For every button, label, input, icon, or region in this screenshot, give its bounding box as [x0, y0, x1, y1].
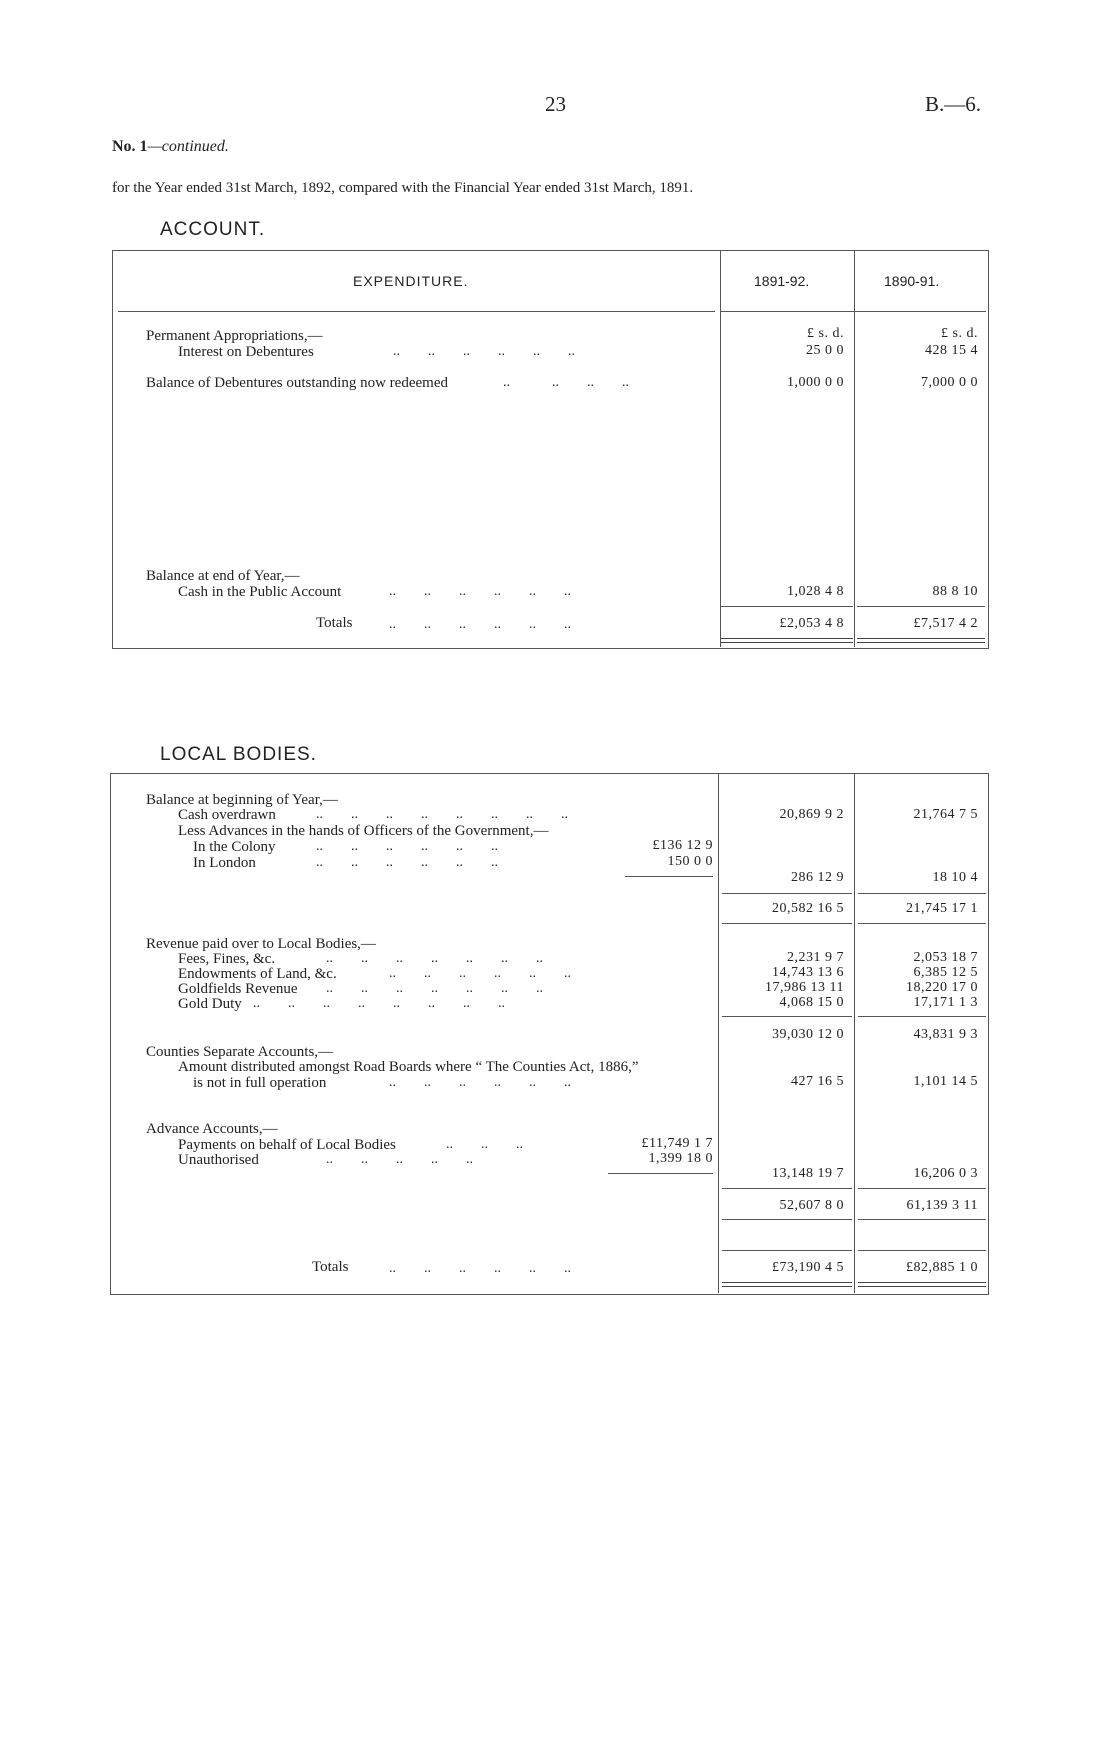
section-heading [112, 138, 229, 156]
permanent-appropriations-heading: Permanent Appropriations,— [146, 328, 323, 344]
counties-value-1890: 1,101 14 5 [913, 1074, 978, 1089]
colony-amount: £136 12 9 [652, 838, 713, 853]
leader-dots: .. .. .. .. .. .. [316, 855, 498, 870]
revenue-paid-heading: Revenue paid over to Local Bodies,— [146, 936, 376, 952]
unauthorised-amount: 1,399 18 0 [648, 1151, 713, 1166]
leader-dots: .. .. .. .. .. .. [389, 966, 571, 981]
cash-overdrawn-label: Cash overdrawn [178, 807, 276, 823]
rule [722, 1016, 852, 1017]
advance-accounts-heading: Advance Accounts,— [146, 1121, 278, 1137]
account-col-divider-2 [854, 250, 855, 647]
subtotal-1-1890: 21,745 17 1 [906, 901, 978, 916]
debentures-redeemed-label: Balance of Debentures outstanding now redeemed [146, 375, 448, 391]
goldfields-revenue-1891: 17,986 13 11 [765, 980, 844, 995]
in-london-label: In London [193, 855, 256, 871]
gold-duty-1891: 4,068 15 0 [779, 995, 844, 1010]
endowments-label: Endowments of Land, &c. [178, 966, 337, 982]
counties-heading: Counties Separate Accounts,— [146, 1044, 334, 1060]
debentures-value-1891: 1,000 0 0 [787, 375, 844, 390]
local-col-divider-2 [854, 773, 855, 1293]
leader-dots: .. .. .. .. .. .. [389, 1261, 571, 1276]
continued-label: —continued. [147, 138, 229, 155]
cash-value-1891: 1,028 4 8 [787, 584, 844, 599]
advance-value-1890: 16,206 0 3 [913, 1166, 978, 1181]
rule [858, 1188, 986, 1189]
account-title: ACCOUNT. [160, 219, 266, 240]
london-amount: 150 0 0 [667, 854, 713, 869]
advance-value-1891: 13,148 19 7 [772, 1166, 844, 1181]
account-header-rule [118, 311, 715, 312]
double-rule [858, 1282, 986, 1287]
rule [858, 893, 986, 894]
interest-value-1891: 25 0 0 [806, 343, 844, 358]
advances-value-1891: 286 12 9 [791, 870, 844, 885]
in-the-colony-label: In the Colony [193, 839, 276, 855]
double-rule [857, 638, 985, 643]
payments-on-behalf-label: Payments on behalf of Local Bodies [178, 1137, 396, 1153]
subtotal-1-1891: 20,582 16 5 [772, 901, 844, 916]
balance-end-of-year-heading: Balance at end of Year,— [146, 568, 300, 584]
local-col-divider-1 [718, 773, 719, 1293]
account-col-divider-1 [720, 250, 721, 647]
counties-value-1891: 427 16 5 [791, 1074, 844, 1089]
leader-dots: .. .. .. .. .. [326, 1152, 473, 1167]
endowments-value-1891: 14,743 13 6 [772, 965, 844, 980]
counties-description: Amount distributed amongst Road Boards where “ The Counties Act, 1886,” [178, 1059, 639, 1075]
year-1891-92-label: 1891-92. [754, 273, 810, 289]
leader-dots: .. .. .. .. .. .. .. .. [253, 996, 505, 1011]
double-rule [721, 638, 853, 643]
overdrawn-value-1890: 21,764 7 5 [913, 807, 978, 822]
subtotal-3-1890: 61,139 3 11 [906, 1198, 978, 1213]
local-totals-1890: £82,885 1 0 [906, 1260, 978, 1275]
subtotal-3-1891: 52,607 8 0 [779, 1198, 844, 1213]
rule [722, 923, 852, 924]
rule [858, 923, 986, 924]
subtotal-2-1891: 39,030 12 0 [772, 1027, 844, 1042]
fees-value-1890: 2,053 18 7 [913, 950, 978, 965]
section-number: No. 1 [112, 138, 148, 155]
leader-dots: .. .. .. .. .. .. .. [326, 951, 543, 966]
rule [721, 606, 853, 607]
overdrawn-value-1891: 20,869 9 2 [779, 807, 844, 822]
rule [625, 876, 713, 877]
interest-on-debentures-label: Interest on Debentures [178, 344, 314, 360]
rule [858, 1250, 986, 1251]
payments-amount: £11,749 1 7 [641, 1136, 713, 1151]
double-rule [722, 1282, 852, 1287]
currency-units-1891: £ s. d. [807, 326, 844, 341]
rule [608, 1173, 713, 1174]
leader-dots: .. .. .. [446, 1137, 523, 1152]
local-bodies-title: LOCAL BODIES. [160, 744, 317, 765]
less-advances-heading: Less Advances in the hands of Officers of the Government,— [178, 823, 549, 839]
leader-dots: .. .. .. .. .. .. .. [326, 981, 543, 996]
goldfields-revenue-label: Goldfields Revenue [178, 981, 298, 997]
balance-beginning-heading: Balance at beginning of Year,— [146, 792, 338, 808]
page-subtitle: for the Year ended 31st March, 1892, compared with the Financial Year ended 31st March, 1891. [112, 180, 694, 196]
leader-dots: .. .. .. .. .. .. [389, 617, 571, 632]
fees-value-1891: 2,231 9 7 [787, 950, 844, 965]
unauthorised-label: Unauthorised [178, 1152, 259, 1168]
account-totals-1890: £7,517 4 2 [913, 616, 978, 631]
counties-description-cont: is not in full operation [193, 1075, 327, 1091]
endowments-value-1890: 6,385 12 5 [913, 965, 978, 980]
currency-units-1890: £ s. d. [941, 326, 978, 341]
year-1890-91-label: 1890-91. [884, 273, 940, 289]
advances-value-1890: 18 10 4 [932, 870, 978, 885]
goldfields-revenue-1890: 18,220 17 0 [906, 980, 978, 995]
leader-dots: .. .. .. .. .. .. .. .. [316, 807, 568, 822]
expenditure-column-label: EXPENDITURE. [353, 273, 469, 289]
leader-dots: .. .. .. .. .. .. [393, 344, 575, 359]
debentures-value-1890: 7,000 0 0 [921, 375, 978, 390]
rule [858, 1016, 986, 1017]
rule [722, 1250, 852, 1251]
fees-fines-label: Fees, Fines, &c. [178, 951, 276, 967]
page-number: 23 [545, 92, 566, 116]
cash-value-1890: 88 8 10 [932, 584, 978, 599]
account-totals-1891: £2,053 4 8 [779, 616, 844, 631]
leader-dots: .. .. .. .. .. .. [389, 1075, 571, 1090]
rule [722, 893, 852, 894]
local-totals-1891: £73,190 4 5 [772, 1260, 844, 1275]
interest-value-1890: 428 15 4 [925, 343, 978, 358]
rule [722, 1219, 852, 1220]
cash-public-account-label: Cash in the Public Account [178, 584, 342, 600]
document-reference: B.—6. [925, 92, 982, 116]
rule [857, 606, 985, 607]
rule [858, 1219, 986, 1220]
gold-duty-label: Gold Duty [178, 996, 242, 1012]
leader-dots: .. .. .. .. [503, 375, 629, 390]
rule [722, 1188, 852, 1189]
subtotal-2-1890: 43,831 9 3 [913, 1027, 978, 1042]
leader-dots: .. .. .. .. .. .. [389, 584, 571, 599]
leader-dots: .. .. .. .. .. .. [316, 839, 498, 854]
gold-duty-1890: 17,171 1 3 [913, 995, 978, 1010]
account-totals-label: Totals [316, 615, 353, 631]
local-totals-label: Totals [312, 1259, 349, 1275]
